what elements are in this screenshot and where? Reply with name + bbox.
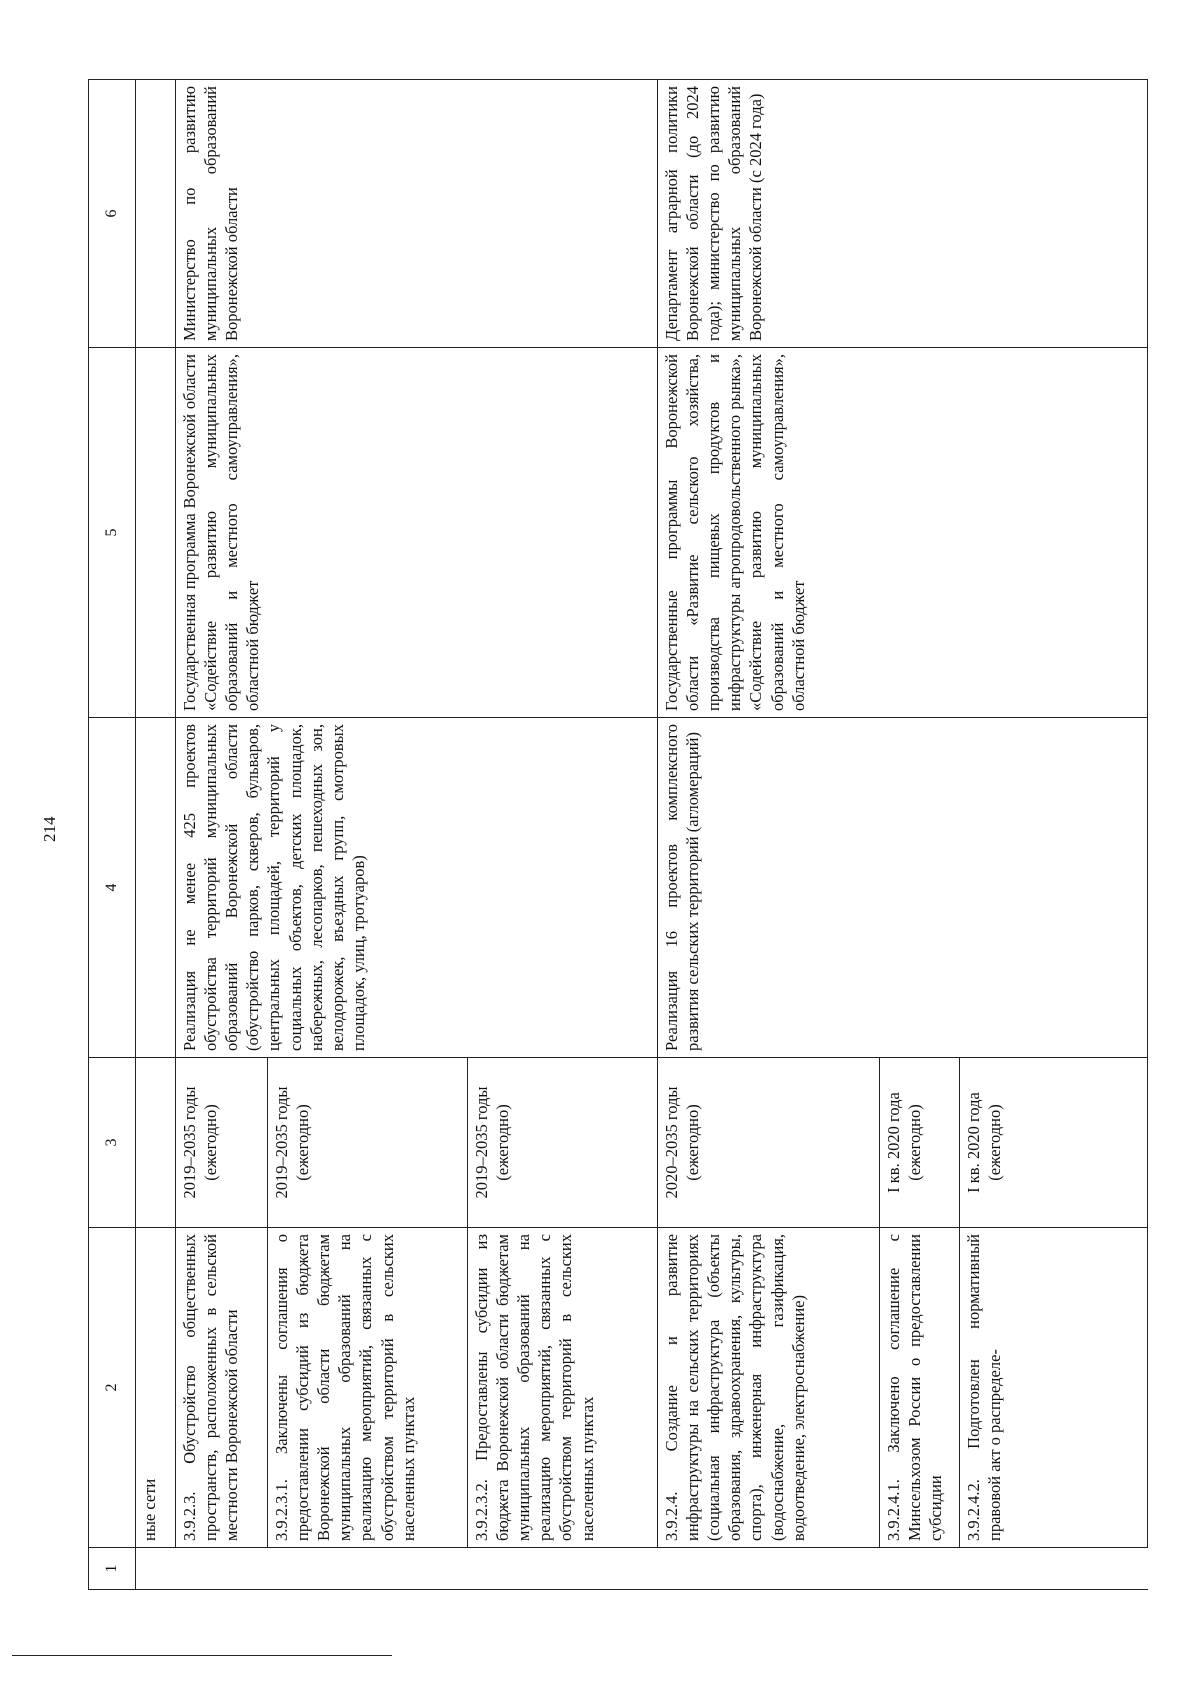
column-header-5: 5 [89,348,136,718]
result-cell: Реализация 16 проектов комплексного развития сельских территорий (агломераций) [658,718,1148,1058]
rotated-table-wrapper [88,80,1148,1590]
source-cell: Государственная программа Воронежской области «Содействие развитию муниципальных образований и местного самоуправления», областной бюджет [176,348,658,718]
table-row [136,80,176,1590]
column-header-3: 3 [89,1058,136,1228]
period-cell [136,1058,176,1228]
column-header-4: 4 [89,718,136,1058]
column-header-1: 1 [89,1548,136,1590]
header-row [89,80,136,1590]
table-row [176,80,268,1590]
row-number-cell [136,1548,1148,1590]
result-cell [136,718,176,1058]
page-number: 214 [40,816,59,842]
bottom-divider [12,1655,392,1656]
period-cell: 2019–2035 годы (ежегодно) [176,1058,268,1228]
measure-cell: 3.9.2.4. Создание и развитие инфраструктуры на сельских территориях (социальная инфраструктура (объекты образования, здравоохранения, культуры, спорта), инженерная инфраструктура (водоснабжение, газификация, водоотведение, электроснабжение) [658,1228,880,1548]
measure-cell: 3.9.2.4.1. Заключено соглашение с Минсельхозом России о предоставлении субсидии [880,1228,960,1548]
period-cell: I кв. 2020 года (ежегодно) [880,1058,960,1228]
measure-cell: 3.9.2.3. Обустройство общественных пространств, расположенных в сельской местности Воронежской области [176,1228,268,1548]
source-cell [136,348,176,718]
measure-cell: 3.9.2.3.2. Предоставлены субсидии из бюджета Воронежской области бюджетам муниципальных образований на реализацию мероприятий, связанных с обустройством территорий в сельских населенных пунктах [468,1228,658,1548]
period-cell: I кв. 2020 года (ежегодно) [960,1058,1148,1228]
source-cell: Государственные программы Воронежской области «Развитие сельского хозяйства, производства пищевых продуктов и инфраструктуры агропродовольственного рынка», «Содействие развитию муниципальных образований и местного самоуправления», областной бюджет [658,348,1148,718]
executor-cell [136,80,176,348]
result-cell: Реализация не менее 425 проектов обустройства территорий муниципальных образований Воронежской области (обустройство парков, скверов, бульваров, центральных площадей, территорий у социальных объектов, детских площадок, набережных, лесопарков, пешеходных зон, велодорожек, въездных групп, смотровых площадок, улиц, тротуаров) [176,718,658,1058]
executor-cell: Министерство по развитию муниципальных образований Воронежской области [176,80,658,348]
table-row [658,80,880,1590]
measure-cell: 3.9.2.4.2. Подготовлен нормативный правовой акт о распределе- [960,1228,1148,1548]
period-cell: 2019–2035 годы (ежегодно) [468,1058,658,1228]
column-header-2: 2 [89,1228,136,1548]
measure-cell: 3.9.2.3.1. Заключены соглашения о предоставлении субсидий из бюджета Воронежской области бюджетам муниципальных образований на реализацию мероприятий, связанных с обустройством территорий в сельских населенных пунктах [268,1228,468,1548]
column-header-6: 6 [89,80,136,348]
period-cell: 2019–2035 годы (ежегодно) [268,1058,468,1228]
executor-cell: Департамент аграрной политики Воронежской области (до 2024 года); министерство по развитию муниципальных образований Воронежской области (с 2024 года) [658,80,1148,348]
measure-cell: ные сети [136,1228,176,1548]
period-cell: 2020–2035 годы (ежегодно) [658,1058,880,1228]
measures-table [88,79,1148,1590]
